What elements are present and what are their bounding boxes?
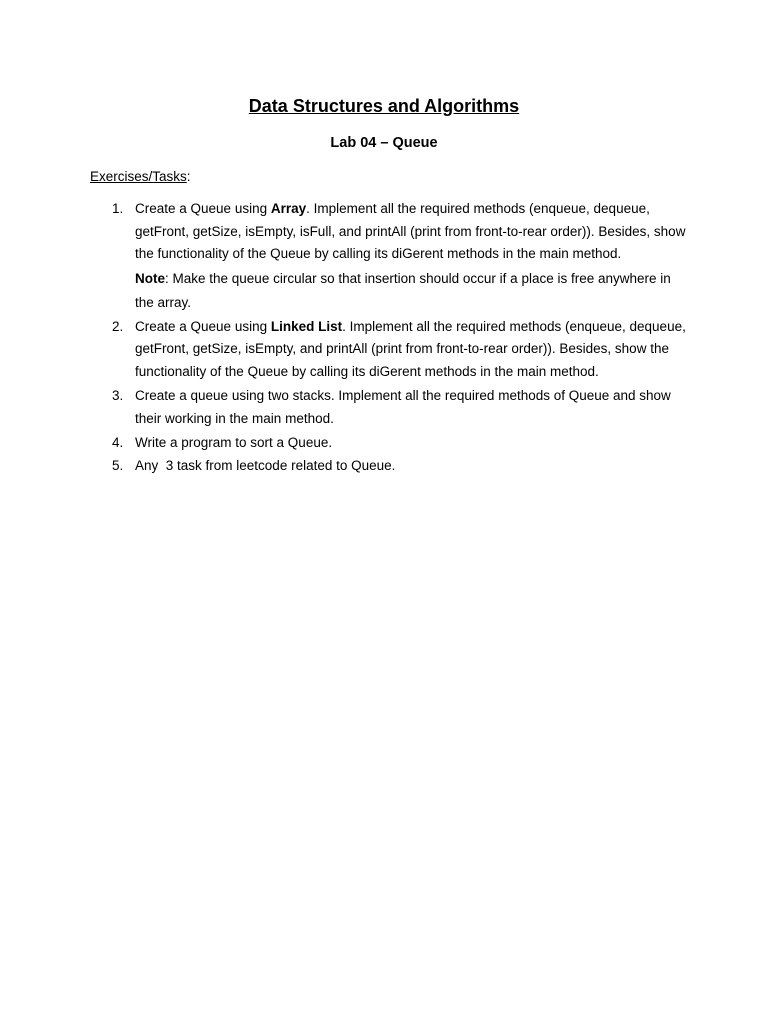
task-text-pre: Create a Queue using (135, 318, 271, 334)
section-heading (90, 167, 191, 187)
task-number: 3. (112, 388, 124, 403)
task-text-post: . Implement all the required methods (enqueue, dequeue, getFront, getSize, isEmpty, isFull, and printAll (print from front-to-rear order)). Besides, show the functionality of the Queue by calling its diGerent methods in the main method. (135, 201, 686, 261)
task-item-4 (90, 432, 690, 455)
task-number: 1. (112, 201, 124, 216)
task-text: Write a program to sort a Queue. (135, 435, 333, 450)
task-text: Any 3 task from leetcode related to Queue. (135, 457, 396, 473)
task-list (90, 198, 690, 477)
task-text: Create a queue using two stacks. Implement all the required methods of Queue and show their working in the main method. (135, 388, 671, 426)
task-item-5 (90, 455, 690, 478)
task-note (135, 267, 690, 315)
task-number: 4. (112, 435, 124, 450)
task-number: 5. (112, 457, 124, 473)
task-item-1 (90, 198, 690, 315)
task-text-pre: Create a Queue using (135, 201, 271, 216)
task-keyword: Linked List (270, 318, 343, 334)
section-heading-label: Exercises/Tasks (90, 169, 187, 184)
lab-subtitle: Lab 04 – Queue (330, 135, 438, 151)
note-text: : Make the queue circular so that insertion should occur if a place is free anywhere in the array. (135, 270, 671, 310)
document-title: Data Structures and Algorithms (248, 96, 520, 116)
section-heading-colon: : (186, 169, 191, 184)
task-item-3 (90, 385, 690, 430)
task-text (135, 316, 690, 384)
note-label: Note (135, 270, 165, 286)
task-text (135, 198, 690, 266)
task-number: 2. (112, 318, 124, 334)
task-text-post: . Implement all the required methods (enqueue, dequeue, getFront, getSize, isEmpty, and printAll (print from front-to-rear order)). Besides, show the functionality of the Queue by calling its diGerent methods in the main method. (135, 318, 686, 379)
task-item-2 (90, 316, 690, 384)
task-keyword: Array (270, 201, 307, 216)
